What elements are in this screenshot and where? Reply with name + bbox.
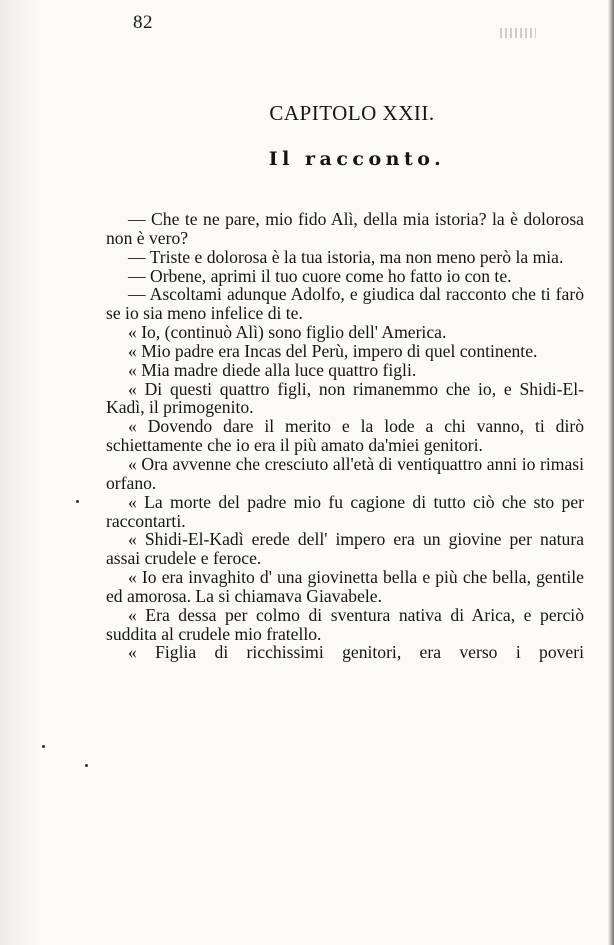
paragraph: « Mio padre era Incas del Perù, impero di quel continente. [128, 340, 538, 361]
page-number: 82 [133, 12, 153, 33]
paragraph: « Dovendo dare il merito e la lode a chi vanno, ti dirò schiettamente che io era il più amato da'miei genitori. [106, 416, 584, 456]
page-edge [608, 0, 614, 945]
paragraph: « Ora avvenne che cresciuto all'età di ventiquattro anni io rimasi orfano. [106, 453, 584, 493]
print-smudge [500, 28, 536, 38]
paragraph: « Io, (continuò Alì) sono figlio dell' America. [128, 322, 447, 343]
paragraph: « Shidi-El-Kadì erede dell' impero era un giovine per natura assai crudele e feroce. [106, 529, 584, 569]
paragraph: « Io era invaghito d' una giovinetta bella e più che bella, gentile ed amorosa. La si chiamava Giavabele. [106, 567, 584, 606]
ink-speck [85, 764, 88, 767]
paragraph: « Mia madre diede alla luce quattro figli. [128, 359, 417, 380]
ink-speck [76, 500, 79, 503]
paragraph: « Figlia di ricchissimi genitori, era verso i poveri [128, 642, 584, 663]
chapter-title: CAPITOLO XXII. [269, 101, 435, 125]
paragraph: — Che te ne pare, mio fido Alì, della mia istoria? la è dolorosa non è vero? [106, 209, 584, 248]
paragraph: « La morte del padre mio fu cagione di tutto ciò che sto per raccontarti. [106, 491, 584, 531]
paragraph: — Orbene, aprimi il tuo cuore come ho fatto io con te. [128, 265, 512, 286]
chapter-subtitle: Il racconto. [268, 148, 446, 170]
paragraph: « Di questi quattro figli, non rimanemmo che io, e Shidi-El-Kadì, il primogenito. [106, 378, 584, 418]
ink-speck [42, 745, 45, 748]
paragraph: — Triste e dolorosa è la tua istoria, ma non meno però la mia. [128, 246, 564, 267]
chapter-body [106, 210, 584, 662]
page-gutter-shadow [0, 0, 38, 945]
paragraph: « Era dessa per colmo di sventura nativa di Arica, e perciò suddita al crudele mio fratello. [106, 604, 584, 644]
paragraph: — Ascoltami adunque Adolfo, e giudica dal racconto che ti farò se io sia meno infelice di te. [106, 284, 584, 324]
